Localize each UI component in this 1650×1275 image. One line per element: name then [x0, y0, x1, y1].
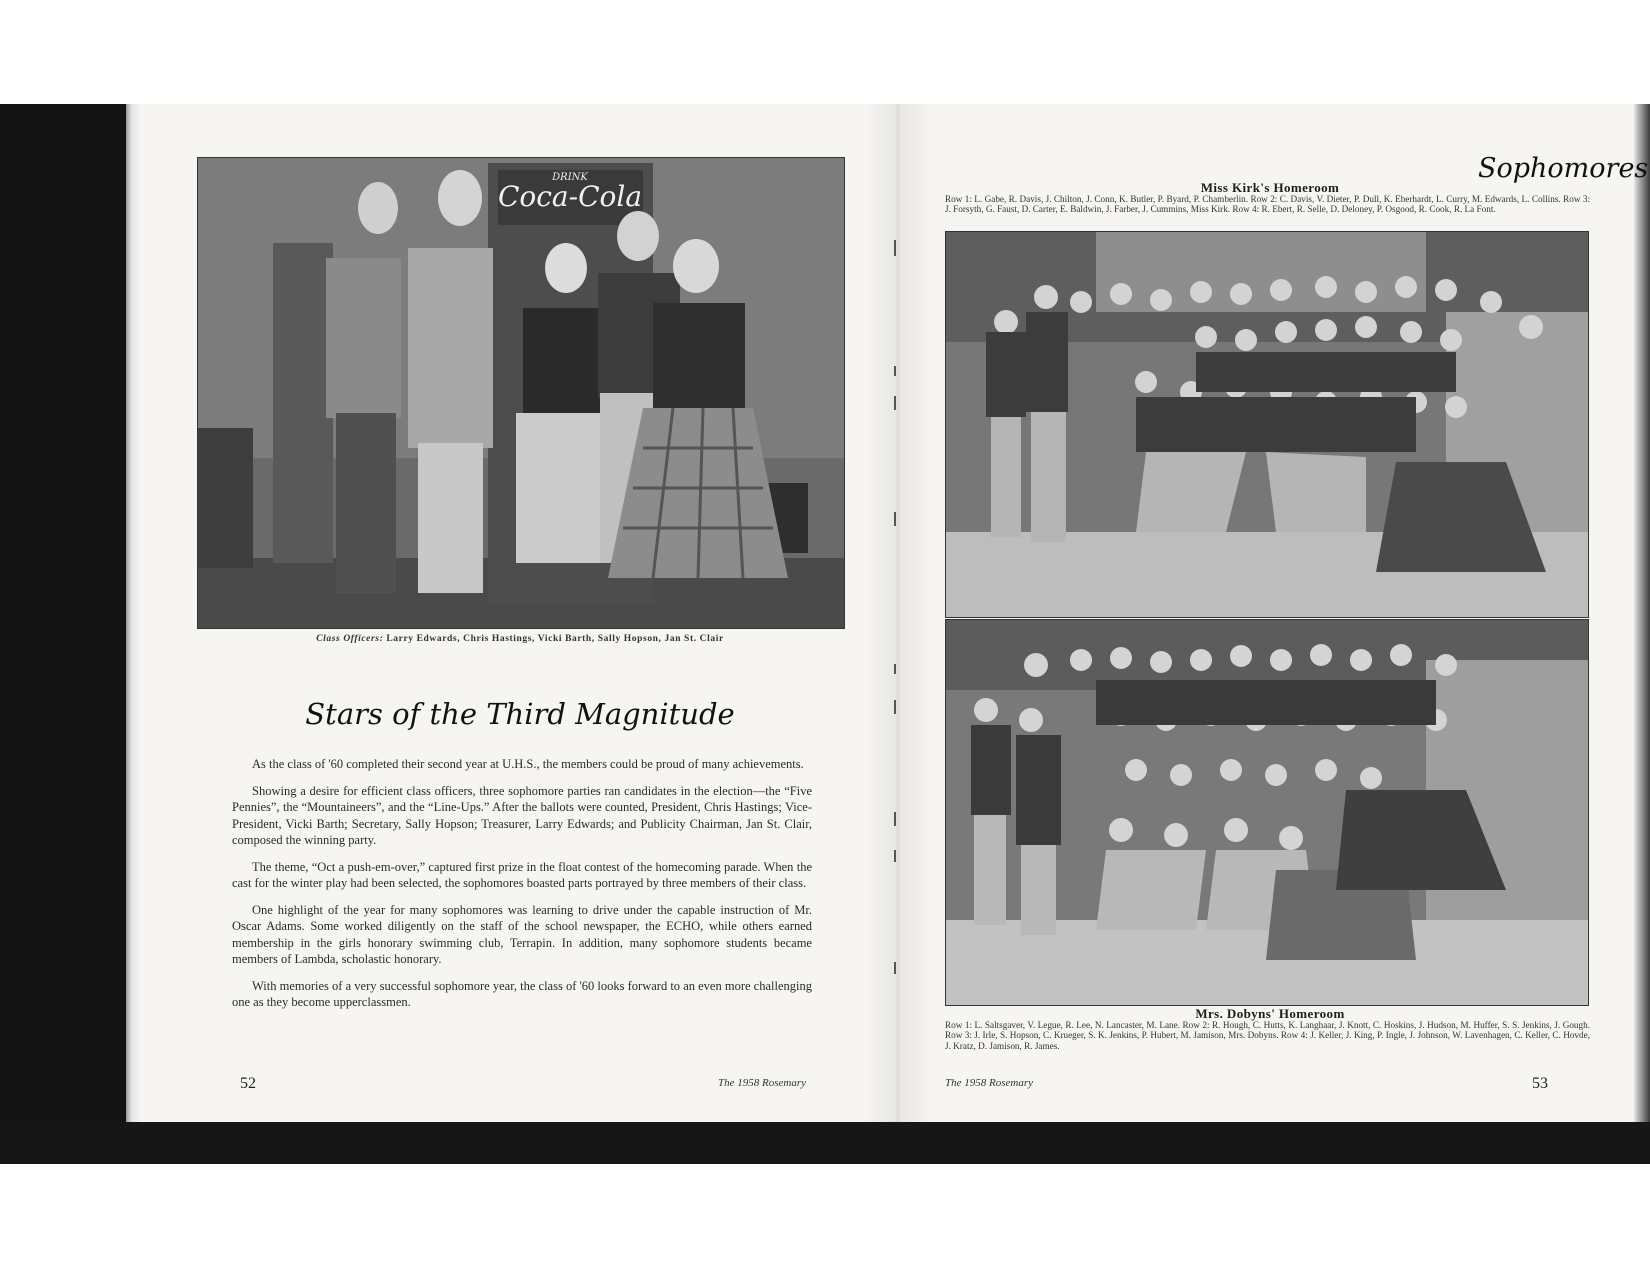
article-body	[232, 756, 812, 1021]
gutter-mark	[894, 664, 896, 674]
gutter-mark	[894, 366, 896, 376]
homeroom-title-dobyns: Mrs. Dobyns' Homeroom	[1195, 1006, 1345, 1021]
coca-cola-drink-sign: DRINK	[552, 172, 588, 183]
caption-label: Class Officers:	[316, 634, 384, 644]
dobyns-homeroom-photo	[945, 619, 1589, 1006]
page-stack-edge-right	[1634, 104, 1650, 1122]
paragraph: As the class of '60 completed their second year at U.H.S., the members could be proud of many achievements.	[252, 757, 804, 771]
gutter-mark	[894, 512, 896, 526]
section-title: Sophomores	[1478, 153, 1649, 184]
roster-kirk: Row 1: L. Gabe, R. Davis, J. Chilton, J. Conn, K. Butler, P. Byard, P. Chamberlin. Row 2: C. Davis, V. Dieter, P. Dull, K. Eberhardt, L. Curry, M. Edwards, L. Collins. Row 3: J. Forsyth, G. Faust, D. Carter, E. Baldwin, J. Farber, J. Cummins, Miss Kirk. Row 4: R. Ebert, R. Selle, D. Deloney, P. Osgood, R. Cook, R. La Font.	[945, 194, 1590, 215]
gutter-mark	[894, 700, 896, 714]
book-gutter	[868, 104, 928, 1122]
page-stack-edge	[126, 104, 140, 1122]
paragraph: One highlight of the year for many sophomores was learning to drive under the capable instruction of Mr. Oscar Adams. Some worked diligently on the staff of the school newspaper, the ECHO, while others earned membership in the girls honorary swimming club, Terrapin. In addition, many sophomore students became members of Lambda, scholastic honorary.	[232, 902, 812, 966]
kirk-homeroom-photo	[945, 231, 1589, 618]
page-number-right: 53	[1532, 1075, 1548, 1092]
page-headline: Stars of the Third Magnitude	[305, 697, 735, 731]
gutter-mark	[894, 812, 896, 826]
caption-names: Larry Edwards, Chris Hastings, Vicki Barth, Sally Hopson, Jan St. Clair	[386, 634, 724, 644]
coca-cola-logo: Coca-Cola	[497, 180, 643, 213]
roster-dobyns: Row 1: L. Saltsgaver, V. Legue, R. Lee, N. Lancaster, M. Lane. Row 2: R. Hough, C. Hutts, K. Langhaar, J. Knott, C. Hoskins, J. Hudson, M. Huffer, S. S. Jenkins, J. Gough. Row 3: J. Irle, S. Hopson, C. Krueger, S. K. Jenkins, P. Hubert, M. Jamison, Mrs. Dobyns. Row 4: J. Keller, J. King, P. Ingle, J. Johnson, W. Lavenhagen, C. Keller, C. Hovde, J. Kratz, D. Jamison, R. James.	[945, 1020, 1590, 1051]
running-footer-left: The 1958 Rosemary	[718, 1077, 806, 1089]
gutter-mark	[894, 240, 896, 256]
paragraph: The theme, “Oct a push-em-over,” captured first prize in the float contest of the homecoming parade. When the cast for the winter play had been selected, the sophomores boasted parts portrayed by three members of their class.	[232, 859, 812, 890]
scan-background-bottom	[0, 1122, 1650, 1164]
paragraph: With memories of a very successful sophomore year, the class of '60 looks forward to an even more challenging one as they become upperclassmen.	[232, 978, 812, 1009]
paragraph: Showing a desire for efficient class officers, three sophomore parties ran candidates in the election—the “Five Pennies”, the “Mountaineers”, and the “Line-Ups.” After the ballots were counted, President, Chris Hastings; Vice-President, Vicki Barth; Secretary, Sally Hopson; Treasurer, Larry Edwards; and Publicity Chairman, Jan St. Clair, composed the winning party.	[232, 783, 812, 847]
homeroom-title-kirk: Miss Kirk's Homeroom	[1200, 180, 1340, 195]
scan-background-left	[0, 104, 128, 1164]
class-officers-photo	[197, 157, 845, 629]
gutter-mark	[894, 396, 896, 410]
gutter-mark	[894, 962, 896, 974]
gutter-mark	[894, 850, 896, 862]
photo-caption	[197, 634, 843, 644]
running-footer-right: The 1958 Rosemary	[945, 1077, 1033, 1089]
page-number-left: 52	[240, 1075, 256, 1092]
